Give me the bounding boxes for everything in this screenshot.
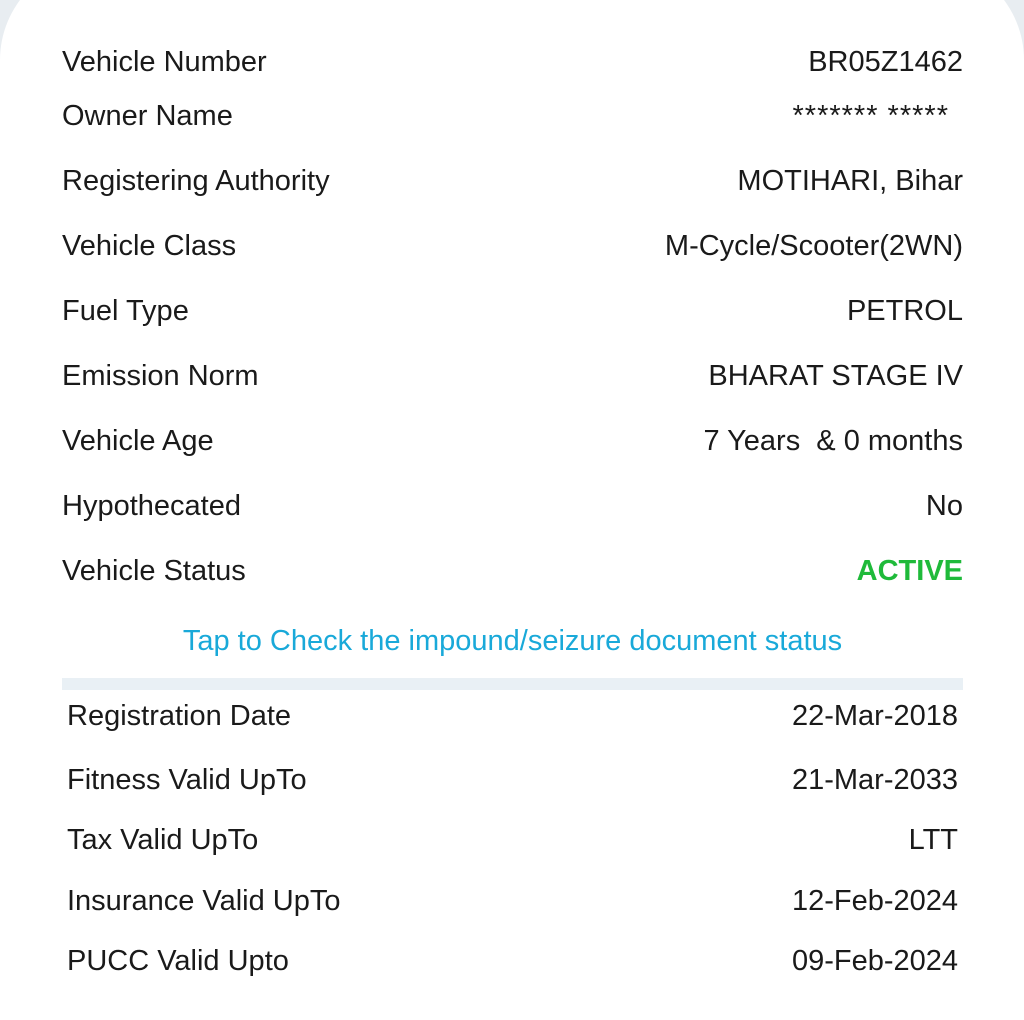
registering-authority-label: Registering Authority [62, 164, 330, 197]
hypothecated-label: Hypothecated [62, 489, 241, 522]
hypothecated-value: No [925, 489, 963, 522]
vehicle-class-value: M-Cycle/Scooter(2WN) [664, 229, 963, 262]
section-divider [62, 678, 963, 690]
hypothecated-row [62, 486, 963, 526]
registration-date-value: 22-Mar-2018 [791, 699, 958, 732]
insurance-valid-value: 12-Feb-2024 [791, 884, 958, 917]
impound-status-link[interactable]: Tap to Check the impound/seizure document status [182, 624, 843, 657]
owner-name-label: Owner Name [62, 99, 233, 132]
owner-name-row [62, 96, 963, 136]
registration-date-row [67, 696, 958, 736]
vehicle-class-label: Vehicle Class [62, 229, 237, 262]
vehicle-status-row [62, 551, 963, 591]
tax-valid-value: LTT [908, 823, 958, 856]
fitness-valid-row [67, 760, 958, 800]
tax-valid-row [67, 820, 958, 860]
fuel-type-row [62, 291, 963, 331]
emission-norm-label: Emission Norm [62, 359, 259, 392]
vehicle-class-row [62, 226, 963, 266]
vehicle-age-value: 7 Years & 0 months [703, 424, 963, 457]
registering-authority-value: MOTIHARI, Bihar [737, 164, 963, 197]
vehicle-age-row [62, 421, 963, 461]
emission-norm-value: BHARAT STAGE IV [708, 359, 963, 392]
fitness-valid-value: 21-Mar-2033 [791, 763, 958, 796]
tax-valid-label: Tax Valid UpTo [67, 823, 259, 856]
pucc-valid-row [67, 941, 958, 981]
pucc-valid-value: 09-Feb-2024 [791, 944, 958, 977]
vehicle-number-label: Vehicle Number [62, 45, 267, 78]
vehicle-status-badge: ACTIVE [856, 554, 963, 587]
fitness-valid-label: Fitness Valid UpTo [67, 763, 307, 796]
vehicle-status-label: Vehicle Status [62, 554, 246, 587]
vehicle-number-value: BR05Z1462 [808, 45, 963, 78]
owner-name-value: ******* ***** [792, 99, 949, 132]
vehicle-number-row [62, 42, 963, 82]
registration-date-label: Registration Date [67, 699, 292, 732]
registering-authority-row [62, 161, 963, 201]
emission-norm-row [62, 356, 963, 396]
fuel-type-label: Fuel Type [62, 294, 189, 327]
insurance-valid-label: Insurance Valid UpTo [67, 884, 341, 917]
fuel-type-value: PETROL [846, 294, 963, 327]
vehicle-age-label: Vehicle Age [62, 424, 214, 457]
pucc-valid-label: PUCC Valid Upto [67, 944, 289, 977]
insurance-valid-row [67, 881, 958, 921]
